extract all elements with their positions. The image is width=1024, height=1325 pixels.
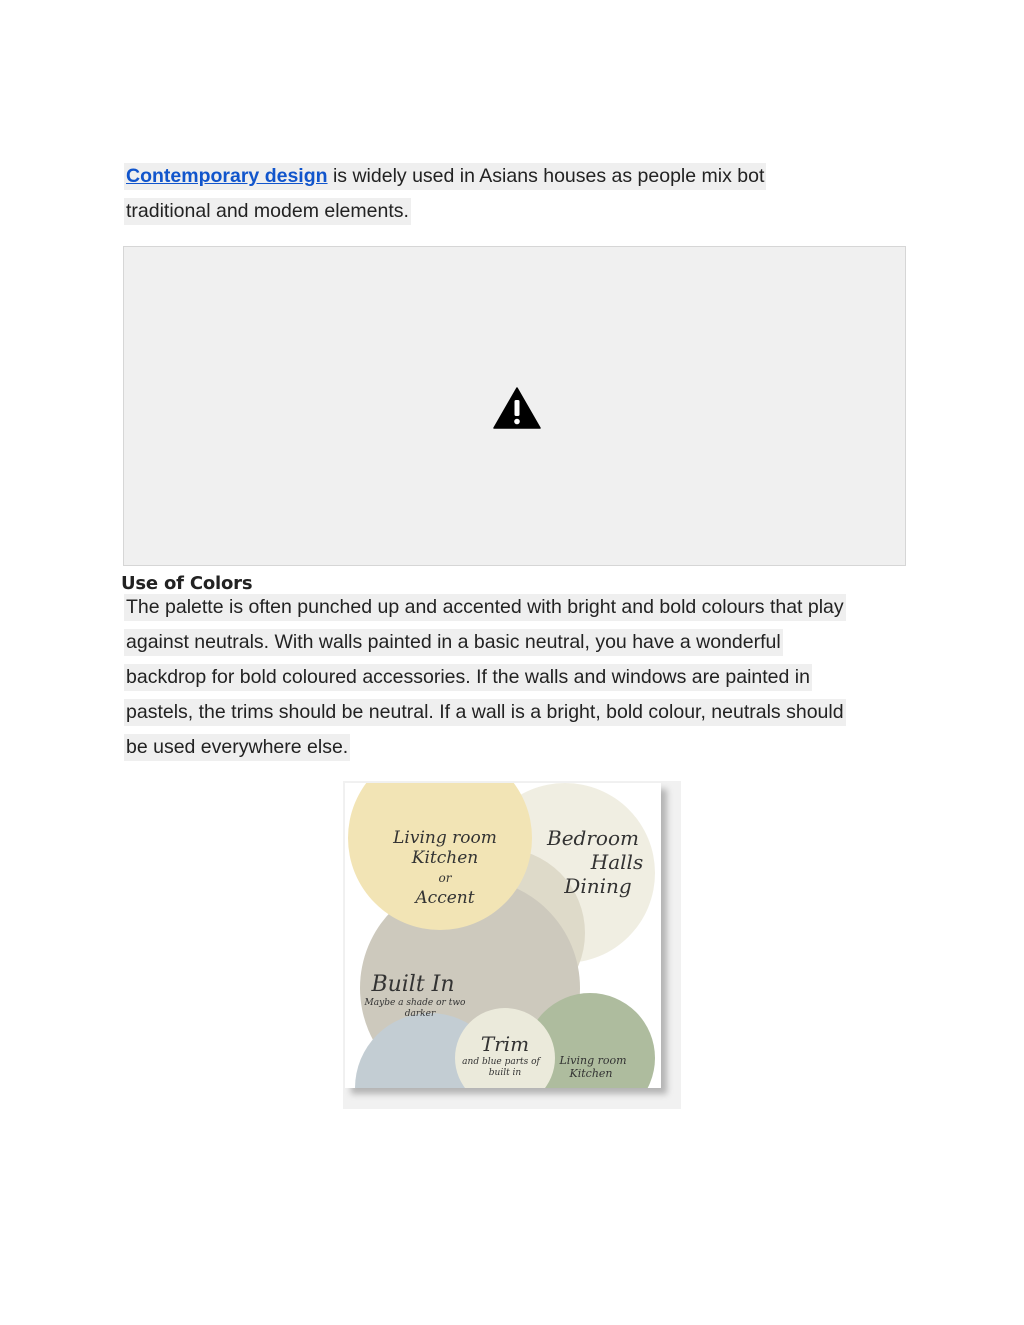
circle4-label-2: and blue parts of [462, 1057, 540, 1067]
circle1-label-4: Accent [415, 888, 475, 908]
circle2-label-3: Dining [564, 874, 632, 898]
circle2-label-2: Halls [590, 850, 644, 874]
circle3-label-1: Built In [371, 972, 455, 997]
circle5-label-1: Living room [559, 1054, 627, 1067]
colors-paragraph [124, 590, 864, 765]
intro-text: is widely used in Asians houses as people mix bot traditional and modem elements. [126, 165, 765, 222]
warning-triangle-icon [493, 387, 541, 429]
circle3-label-2: Maybe a shade or two [364, 998, 466, 1008]
circle1-label-1: Living room [393, 828, 497, 848]
color-palette-image-frame [343, 781, 681, 1109]
circle3-label-3: darker [404, 1009, 436, 1019]
circle2-label-1: Bedroom [547, 826, 639, 850]
contemporary-design-link[interactable]: Contemporary design [126, 165, 328, 187]
circle1-label-3: or [438, 871, 452, 885]
colors-text: The palette is often punched up and accented with bright and bold colours that play against neutrals. With walls painted in a basic neutral, you have a wonderful backdrop for bold coloured accessories. If the walls and windows are painted in pastels, the trims should be neutral. If a wall is a bright, bold colour, neutrals should be used everywhere else. [124, 594, 846, 761]
broken-image-placeholder [123, 246, 906, 566]
color-palette-image [345, 783, 661, 1088]
circle4-label-3: built in [488, 1068, 522, 1078]
circle4-label-1: Trim [480, 1032, 530, 1056]
circle1-label-2: Kitchen [411, 848, 479, 868]
intro-paragraph [124, 159, 824, 229]
section-heading: Use of Colors [121, 573, 253, 594]
circle5-label-2: Kitchen [569, 1067, 613, 1080]
